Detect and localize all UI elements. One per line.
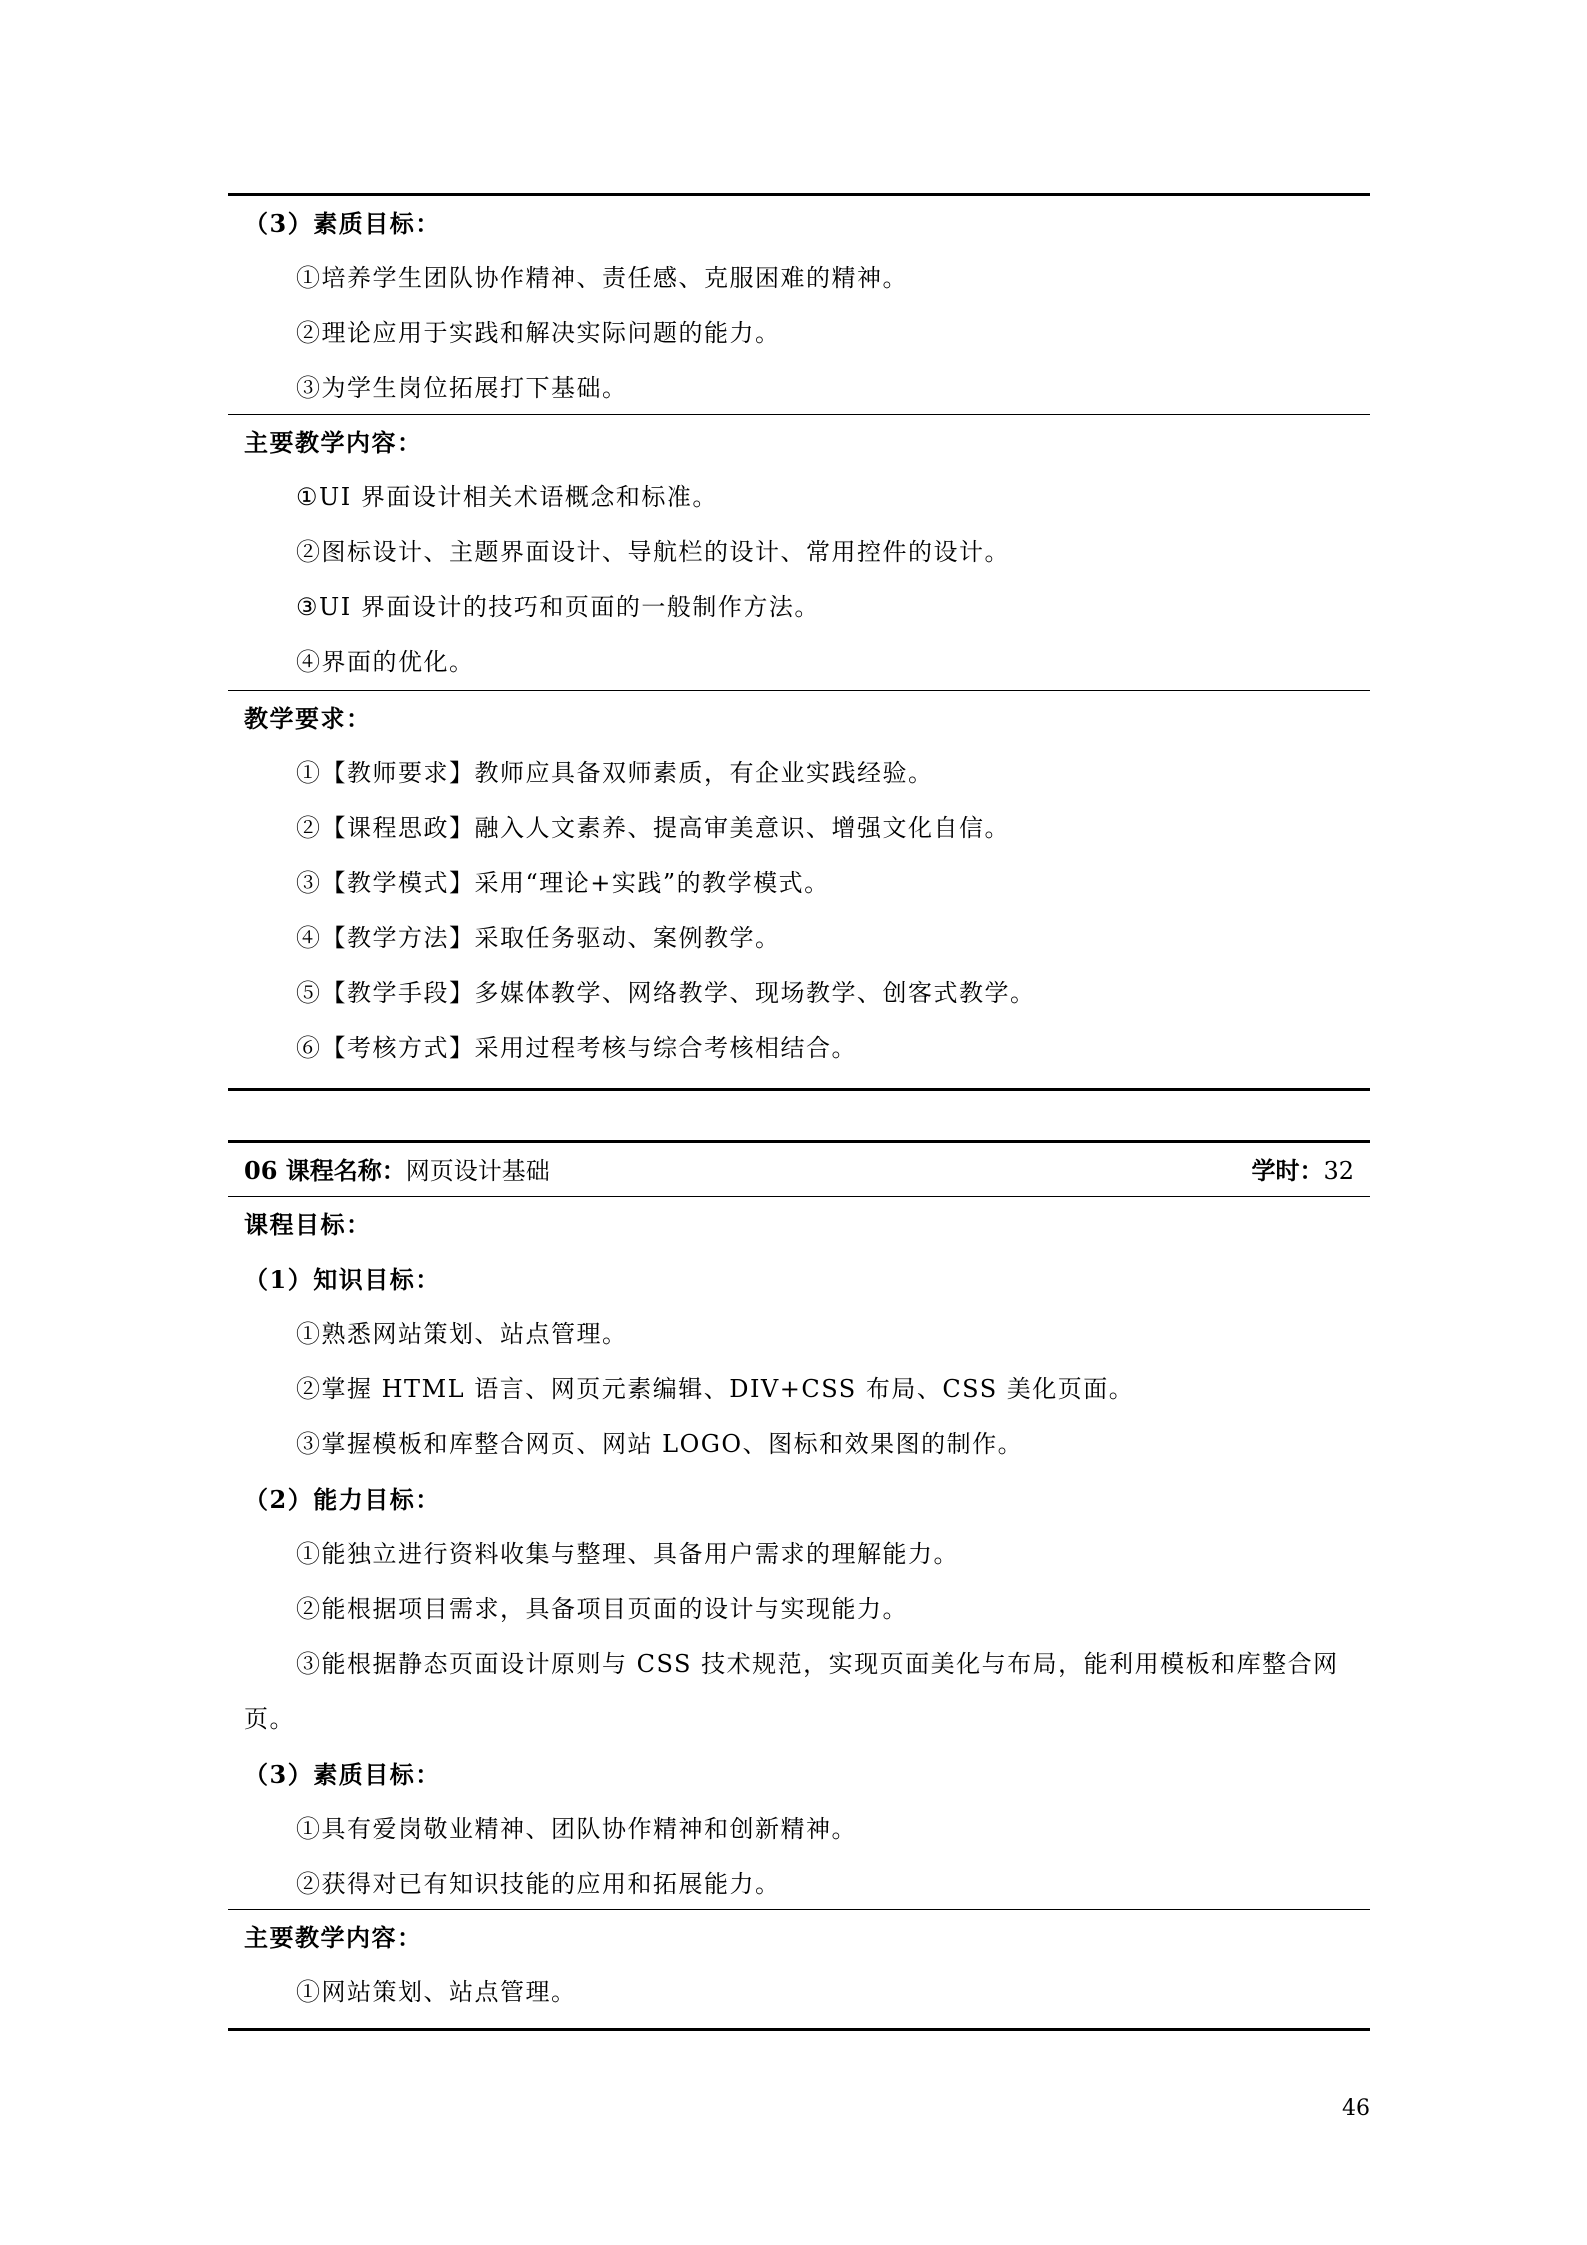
quality-item: ①具有爱岗敬业精神、团队协作精神和创新精神。	[296, 1815, 857, 1843]
hours-value: 32	[1323, 1156, 1354, 1185]
course-name: 网页设计基础	[405, 1156, 550, 1185]
ability-item-wrapped: ③能根据静态页面设计原则与 CSS 技术规范，实现页面美化与布局，能利用模板和库整合网页。	[244, 1650, 1339, 1733]
quality-heading: （3）素质目标：	[244, 209, 441, 238]
content-heading: 主要教学内容：	[244, 1923, 423, 1952]
content-item: ②图标设计、主题界面设计、导航栏的设计、常用控件的设计。	[296, 538, 1010, 566]
course-label: 06 课程名称：	[244, 1155, 406, 1185]
requirement-item: ⑥【考核方式】采用过程考核与综合考核相结合。	[296, 1034, 857, 1062]
knowledge-heading: （1）知识目标：	[244, 1265, 441, 1294]
goals-heading: 课程目标：	[244, 1210, 372, 1239]
requirement-item: ③【教学模式】采用“理论+实践”的教学模式。	[296, 869, 830, 897]
requirement-item: ①【教师要求】教师应具备双师素质，有企业实践经验。	[296, 759, 934, 787]
knowledge-item: ①熟悉网站策划、站点管理。	[296, 1320, 628, 1348]
quality-item: ③为学生岗位拓展打下基础。	[296, 374, 628, 402]
content-item: ①网站策划、站点管理。	[296, 1978, 577, 2006]
requirements-heading: 教学要求：	[244, 704, 372, 733]
hours-label: 学时：	[1251, 1155, 1324, 1185]
requirement-item: ⑤【教学手段】多媒体教学、网络教学、现场教学、创客式教学。	[296, 979, 1036, 1007]
content-block-2	[228, 1909, 1370, 2031]
course-title-row	[228, 1140, 1370, 1198]
quality-item: ①培养学生团队协作精神、责任感、克服困难的精神。	[296, 264, 908, 292]
content-block	[228, 414, 1370, 690]
ability-item: ①能独立进行资料收集与整理、具备用户需求的理解能力。	[296, 1540, 959, 1568]
content-heading: 主要教学内容：	[244, 428, 423, 457]
knowledge-item: ②掌握 HTML 语言、网页元素编辑、DIV+CSS 布局、CSS 美化页面。	[296, 1375, 1135, 1403]
content-item: ④界面的优化。	[296, 648, 475, 676]
requirements-block	[228, 690, 1370, 1091]
requirement-item: ④【教学方法】采取任务驱动、案例教学。	[296, 924, 781, 952]
quality-item: ②理论应用于实践和解决实际问题的能力。	[296, 319, 781, 347]
ability-heading: （2）能力目标：	[244, 1485, 441, 1514]
quality-goals-block	[228, 193, 1370, 416]
content-item: ①UI 界面设计相关术语概念和标准。	[296, 483, 718, 511]
requirement-item: ②【课程思政】融入人文素养、提高审美意识、增强文化自信。	[296, 814, 1010, 842]
quality-heading: （3）素质目标：	[244, 1760, 441, 1789]
ability-item: ②能根据项目需求，具备项目页面的设计与实现能力。	[296, 1595, 908, 1623]
quality-item: ②获得对已有知识技能的应用和拓展能力。	[296, 1870, 781, 1898]
page-number: 46	[1342, 2096, 1370, 2121]
knowledge-item: ③掌握模板和库整合网页、网站 LOGO、图标和效果图的制作。	[296, 1430, 1024, 1458]
goals-block	[228, 1196, 1370, 1912]
content-item: ③UI 界面设计的技巧和页面的一般制作方法。	[296, 593, 820, 621]
